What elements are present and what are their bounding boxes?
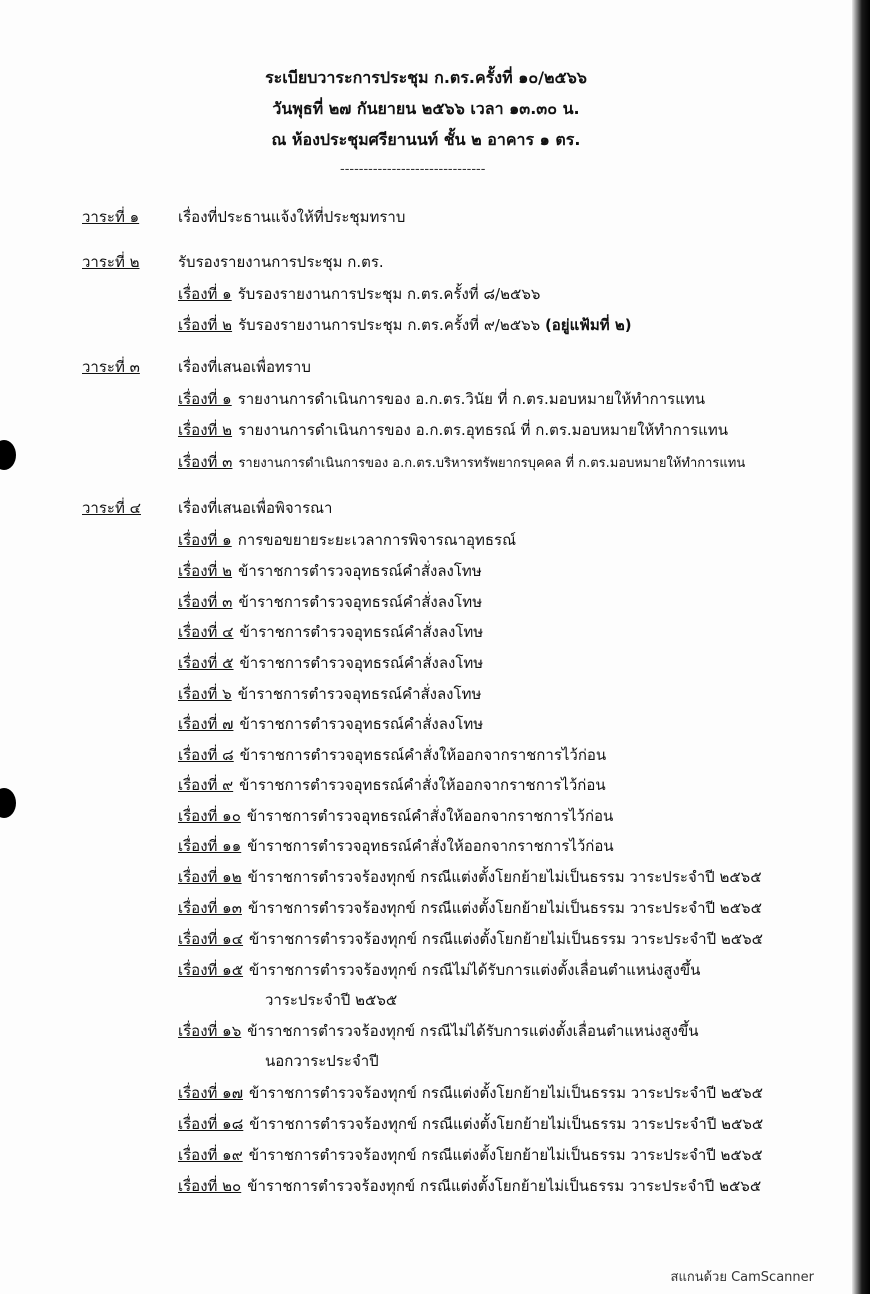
item-text: ข้าราชการตำรวจร้องทุกข์ กรณีแต่งตั้งโยกย้ายไม่เป็นธรรม วาระประจำปี ๒๕๖๕: [247, 899, 762, 917]
list-item: [178, 682, 481, 706]
item-label: เรื่องที่ ๑๓: [178, 899, 242, 917]
item-continuation: นอกวาระประจำปี: [265, 1052, 379, 1070]
item-text: ข้าราชการตำรวจอุทธรณ์คำสั่งลงโทษ: [239, 623, 484, 641]
list-item: [178, 712, 483, 736]
item-label: เรื่องที่ ๑: [178, 285, 232, 303]
list-item: [178, 313, 632, 337]
list-item: [178, 1174, 761, 1198]
agenda-label: วาระที่ ๑: [82, 208, 140, 226]
item-label: เรื่องที่ ๑๗: [178, 1084, 243, 1102]
item-text: ข้าราชการตำรวจร้องทุกข์ กรณีไม่ได้รับการแต่งตั้งเลื่อนตำแหน่งสูงขึ้น: [249, 961, 701, 979]
scanner-watermark: สแกนด้วย CamScanner: [670, 1270, 814, 1285]
agenda-title: เรื่องที่เสนอเพื่อพิจารณา: [178, 499, 333, 517]
item-label: เรื่องที่ ๑๘: [178, 1115, 244, 1133]
list-item: [178, 1081, 763, 1105]
header-datetime: วันพุธที่ ๒๗ กันยายน ๒๕๖๖ เวลา ๑๓.๓๐ น.: [272, 99, 580, 118]
list-item: [178, 896, 762, 920]
item-label: เรื่องที่ ๑๕: [178, 961, 244, 979]
item-label: เรื่องที่ ๗: [178, 715, 234, 733]
list-item: [178, 450, 745, 474]
item-text: รายงานการดำเนินการของ อ.ก.ตร.อุทธรณ์ ที่ ก.ตร.มอบหมายให้ทำการแทน: [238, 421, 728, 439]
agenda-title: รับรองรายงานการประชุม ก.ตร.: [178, 253, 384, 271]
item-text: ข้าราชการตำรวจอุทธรณ์คำสั่งลงโทษ: [238, 593, 483, 611]
item-label: เรื่องที่ ๒: [178, 316, 233, 334]
item-label: เรื่องที่ ๘: [178, 746, 234, 764]
agenda-label: วาระที่ ๔: [82, 499, 141, 517]
item-label: เรื่องที่ ๓: [178, 453, 233, 471]
item-note: (อยู่แฟ้มที่ ๒): [544, 316, 632, 334]
list-item: [178, 865, 762, 889]
item-text: รับรองรายงานการประชุม ก.ตร.ครั้งที่ ๘/๒๕๖๖: [237, 285, 541, 303]
list-item: [178, 418, 728, 442]
item-label: เรื่องที่ ๑๐: [178, 807, 241, 825]
list-item: [178, 743, 606, 767]
item-text: ข้าราชการตำรวจอุทธรณ์คำสั่งลงโทษ: [238, 562, 482, 580]
item-label: เรื่องที่ ๑๒: [178, 868, 242, 886]
list-item: [178, 387, 705, 411]
list-item: [178, 804, 613, 828]
item-text: ข้าราชการตำรวจอุทธรณ์คำสั่งให้ออกจากราชการไว้ก่อน: [239, 746, 607, 764]
item-text: ข้าราชการตำรวจอุทธรณ์คำสั่งให้ออกจากราชการไว้ก่อน: [239, 776, 606, 794]
item-label: เรื่องที่ ๙: [178, 776, 234, 794]
list-item: [178, 773, 606, 797]
list-item: [178, 1112, 763, 1136]
item-text: ข้าราชการตำรวจอุทธรณ์คำสั่งลงโทษ: [239, 715, 484, 733]
item-text: ข้าราชการตำรวจร้องทุกข์ กรณีแต่งตั้งโยกย้ายไม่เป็นธรรม วาระประจำปี ๒๕๖๕: [249, 1115, 764, 1133]
list-item: [178, 282, 540, 306]
item-text: ข้าราชการตำรวจอุทธรณ์คำสั่งให้ออกจากราชการไว้ก่อน: [246, 807, 614, 825]
header-location: ณ ห้องประชุมศรียานนท์ ชั้น ๒ อาคาร ๑ ตร.: [271, 130, 581, 149]
item-label: เรื่องที่ ๑: [178, 390, 232, 408]
item-text: รายงานการดำเนินการของ อ.ก.ตร.บริหารทรัพยากรบุคคล ที่ ก.ตร.มอบหมายให้ทำการแทน: [238, 456, 746, 471]
list-item: [178, 590, 482, 614]
item-label: เรื่องที่ ๑: [178, 531, 232, 549]
item-text: รายงานการดำเนินการของ อ.ก.ตร.วินัย ที่ ก.ตร.มอบหมายให้ทำการแทน: [237, 390, 706, 408]
item-label: เรื่องที่ ๑๔: [178, 930, 244, 948]
agenda-label: วาระที่ ๓: [82, 358, 140, 376]
list-item: [178, 651, 483, 675]
item-label: เรื่องที่ ๑๑: [178, 837, 242, 855]
item-text: ข้าราชการตำรวจร้องทุกข์ กรณีแต่งตั้งโยกย้ายไม่เป็นธรรม วาระประจำปี ๒๕๖๕: [247, 868, 762, 886]
item-label: เรื่องที่ ๕: [178, 654, 234, 672]
item-text: ข้าราชการตำรวจอุทธรณ์คำสั่งลงโทษ: [239, 654, 484, 672]
item-text: ข้าราชการตำรวจร้องทุกข์ กรณีแต่งตั้งโยกย้ายไม่เป็นธรรม วาระประจำปี ๒๕๖๕: [247, 1177, 762, 1195]
item-text: รับรองรายงานการประชุม ก.ตร.ครั้งที่ ๙/๒๕๖๖: [238, 316, 541, 334]
item-text: ข้าราชการตำรวจร้องทุกข์ กรณีไม่ได้รับการแต่งตั้งเลื่อนตำแหน่งสูงขึ้น: [247, 1022, 699, 1040]
punch-hole: [0, 788, 16, 818]
item-label: เรื่องที่ ๒: [178, 421, 233, 439]
list-item: [178, 559, 482, 583]
item-label: เรื่องที่ ๑๙: [178, 1146, 243, 1164]
item-label: เรื่องที่ ๓: [178, 593, 233, 611]
agenda-label: วาระที่ ๒: [82, 253, 140, 271]
item-label: เรื่องที่ ๑๖: [178, 1022, 242, 1040]
list-item: [178, 1019, 699, 1043]
list-item: [178, 1143, 763, 1167]
header-title: ระเบียบวาระการประชุม ก.ตร.ครั้งที่ ๑๐/๒๕๖๖: [265, 68, 587, 87]
header-divider: -------------------------------: [340, 162, 486, 177]
list-item: [178, 528, 516, 552]
item-continuation: วาระประจำปี ๒๕๖๕: [265, 991, 398, 1009]
item-label: เรื่องที่ ๒๐: [178, 1177, 242, 1195]
item-text: ข้าราชการตำรวจร้องทุกข์ กรณีแต่งตั้งโยกย้ายไม่เป็นธรรม วาระประจำปี ๒๕๖๕: [249, 930, 764, 948]
item-text: ข้าราชการตำรวจอุทธรณ์คำสั่งให้ออกจากราชการไว้ก่อน: [247, 837, 614, 855]
item-label: เรื่องที่ ๒: [178, 562, 233, 580]
item-text: การขอขยายระยะเวลาการพิจารณาอุทธรณ์: [237, 531, 516, 549]
item-text: ข้าราชการตำรวจร้องทุกข์ กรณีแต่งตั้งโยกย้ายไม่เป็นธรรม วาระประจำปี ๒๕๖๕: [248, 1084, 763, 1102]
list-item: [178, 620, 483, 644]
item-label: เรื่องที่ ๔: [178, 623, 234, 641]
scan-edge-shadow: [852, 0, 870, 1294]
list-item: [178, 958, 700, 982]
item-text: ข้าราชการตำรวจอุทธรณ์คำสั่งลงโทษ: [237, 685, 482, 703]
list-item: [178, 927, 763, 951]
item-text: ข้าราชการตำรวจร้องทุกข์ กรณีแต่งตั้งโยกย้ายไม่เป็นธรรม วาระประจำปี ๒๕๖๕: [248, 1146, 763, 1164]
agenda-title: เรื่องที่ประธานแจ้งให้ที่ประชุมทราบ: [178, 208, 406, 226]
punch-hole: [0, 440, 16, 470]
agenda-title: เรื่องที่เสนอเพื่อทราบ: [178, 358, 311, 376]
list-item: [178, 834, 614, 858]
item-label: เรื่องที่ ๖: [178, 685, 232, 703]
